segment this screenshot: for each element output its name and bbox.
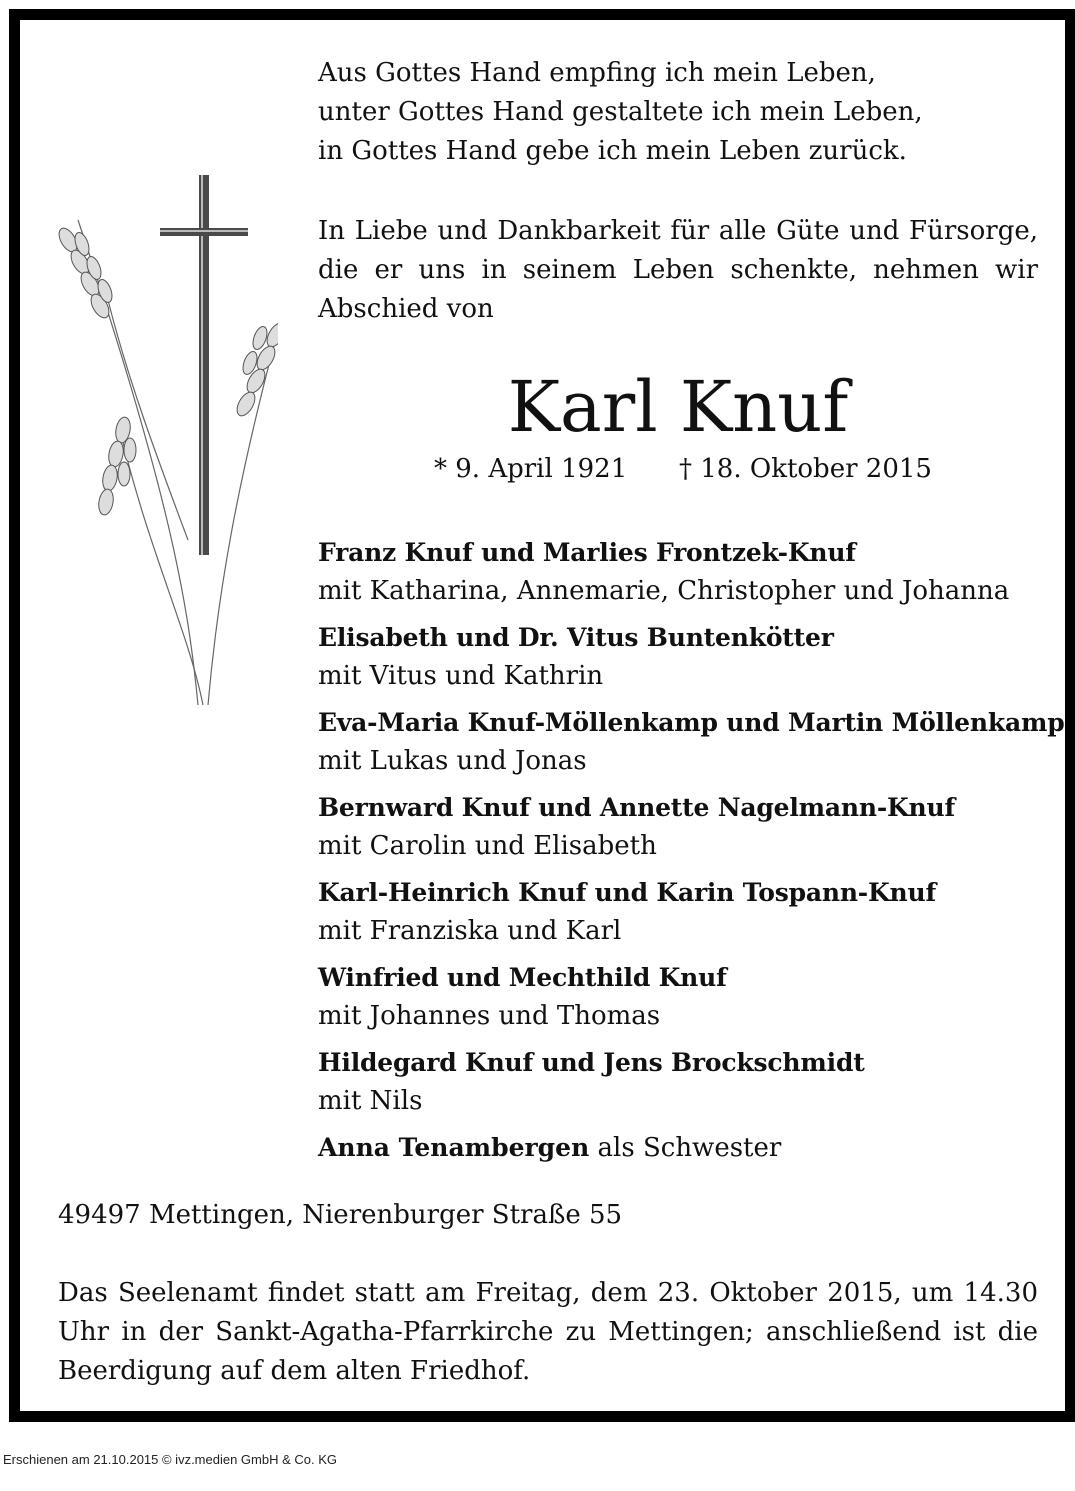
verse-line: unter Gottes Hand gestaltete ich mein Leben, <box>318 97 923 127</box>
family-entry <box>318 703 1065 781</box>
family-entry <box>318 533 1048 611</box>
family-name: Winfried und Mechthild Knuf <box>318 963 727 992</box>
verse <box>318 54 1048 171</box>
family-name: Hildegard Knuf und Jens Brockschmidt <box>318 1048 865 1077</box>
obituary-frame <box>9 9 1075 1422</box>
family-name: Elisabeth und Dr. Vitus Buntenkötter <box>318 623 834 652</box>
family-children: mit Katharina, Annemarie, Christopher und Johanna <box>318 576 1010 606</box>
family-name: Eva-Maria Knuf-Möllenkamp und Martin Möllenkamp <box>318 708 1065 737</box>
verse-line: in Gottes Hand gebe ich mein Leben zurück. <box>318 136 907 166</box>
cross-and-wheat-illustration <box>38 160 278 710</box>
wheat-ear-right-icon <box>233 320 278 419</box>
sibling-name: Anna Tenambergen <box>318 1133 590 1162</box>
wheat-ear-lower-icon <box>97 416 136 516</box>
mourners-list <box>318 533 1065 1168</box>
family-children: mit Carolin und Elisabeth <box>318 831 657 861</box>
family-children: mit Franziska und Karl <box>318 916 622 946</box>
service-notice: Das Seelenamt findet statt am Freitag, dem 23. Oktober 2015, um 14.30 Uhr in der Sankt-Agatha-Pfarrkirche zu Mettingen; anschließend ist die Beerdigung auf dem alten Friedhof. <box>58 1278 1038 1386</box>
birth-date: * 9. April 1921 <box>434 454 628 484</box>
verse-line: Aus Gottes Hand empfing ich mein Leben, <box>318 58 876 88</box>
address: 49497 Mettingen, Nierenburger Straße 55 <box>58 1200 623 1230</box>
family-entry <box>318 958 1048 1036</box>
family-entry <box>318 618 1048 696</box>
family-name: Bernward Knuf und Annette Nagelmann-Knuf <box>318 793 956 822</box>
death-date: † 18. Oktober 2015 <box>679 454 932 484</box>
sibling-relation: als Schwester <box>597 1133 782 1163</box>
wheat-ear-left-icon <box>55 225 114 321</box>
family-entry <box>318 1043 1048 1121</box>
family-entry <box>318 873 1048 951</box>
intro-text: In Liebe und Dankbarkeit für alle Güte und Fürsorge, die er uns in seinem Leben schenkte, nehmen wir Abschied von <box>318 216 1038 324</box>
family-name: Franz Knuf und Marlies Frontzek-Knuf <box>318 538 856 567</box>
family-name: Karl-Heinrich Knuf und Karin Tospann-Knuf <box>318 878 937 907</box>
sibling-entry <box>318 1128 1048 1168</box>
family-children: mit Vitus und Kathrin <box>318 661 604 691</box>
family-entry <box>318 788 1048 866</box>
family-children: mit Lukas und Jonas <box>318 746 587 776</box>
cross-icon <box>160 175 248 555</box>
family-children: mit Nils <box>318 1086 423 1116</box>
publication-footer: Erschienen am 21.10.2015 © ivz.medien GmbH & Co. KG <box>3 1452 338 1467</box>
family-children: mit Johannes und Thomas <box>318 1001 661 1031</box>
deceased-name: Karl Knuf <box>507 366 849 448</box>
